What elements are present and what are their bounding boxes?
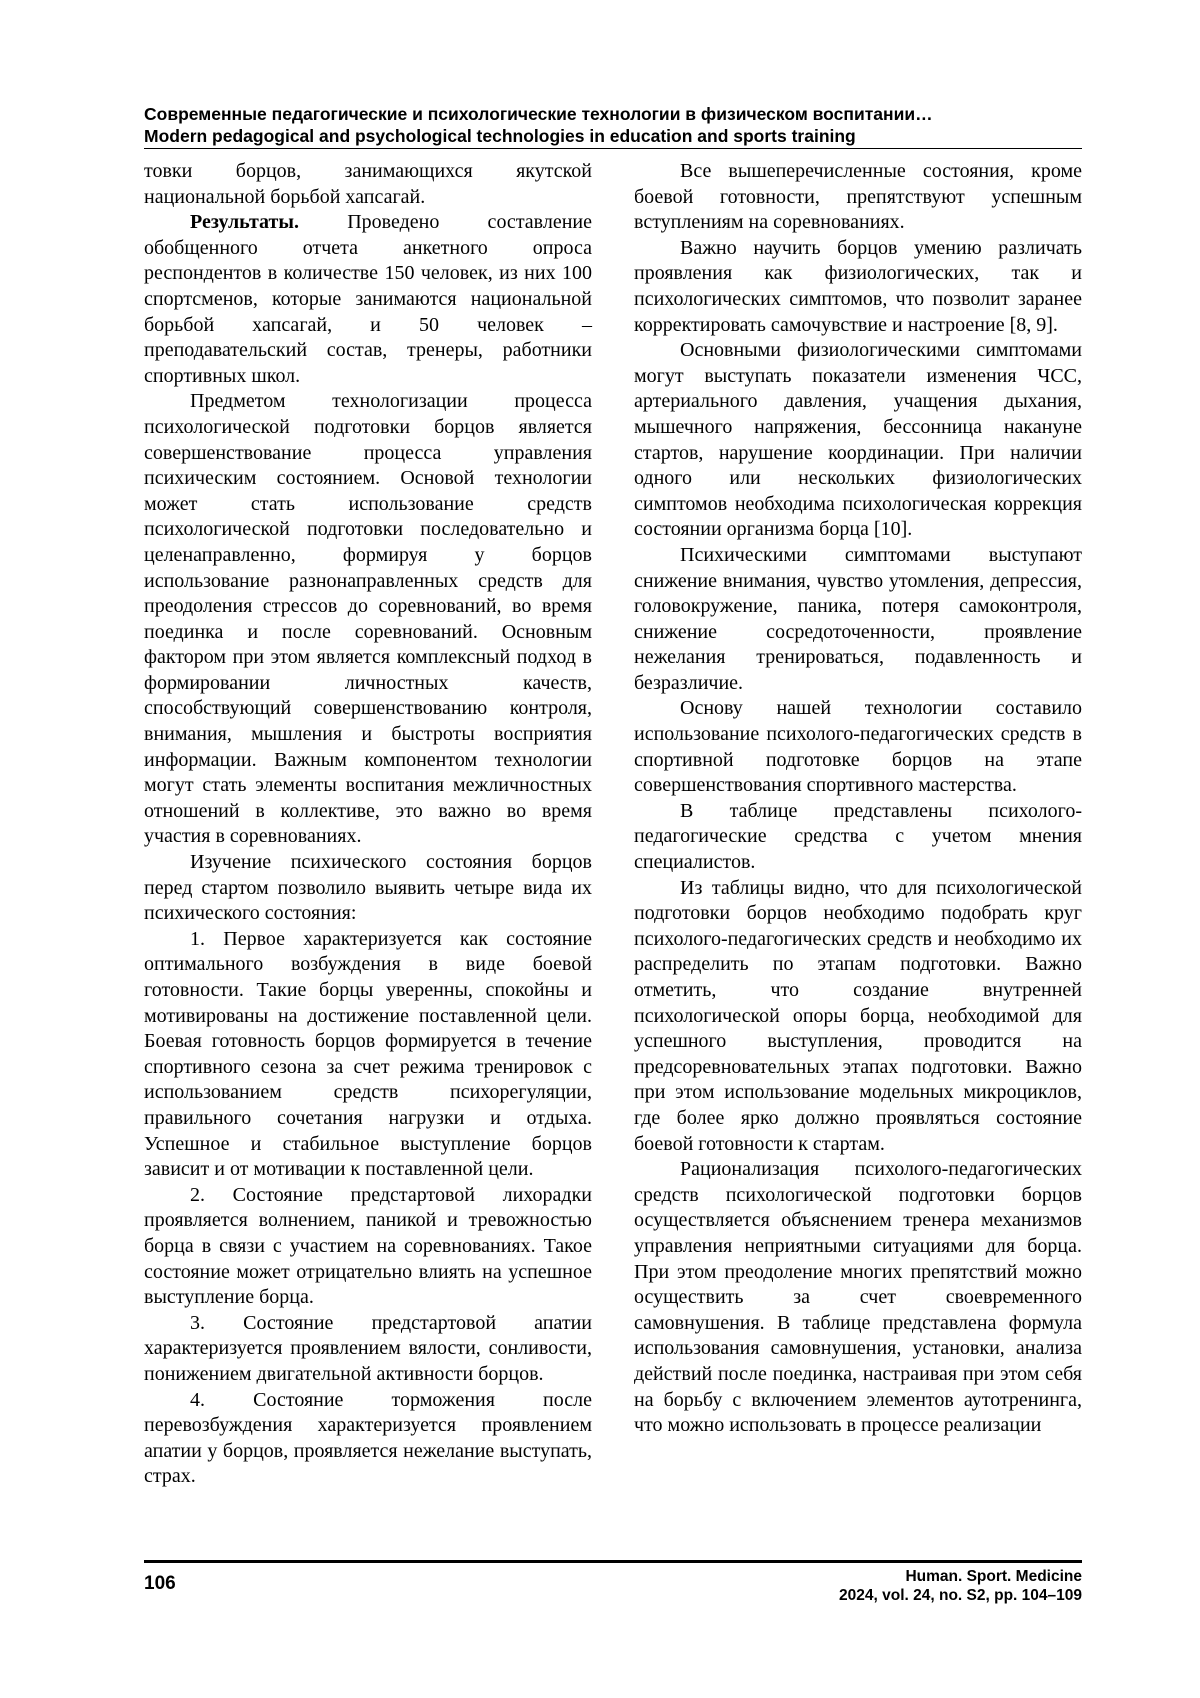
- list-item-state-1: 1. Первое характеризуется как состояние оптимального возбуждения в виде боевой готовности. Такие борцы уверенны, спокойны и мотивированы на достижение поставленной цели. Боевая готовность борцов формируется в течение спортивного сезона за счет режима тренировок с использованием средств психорегуляции, правильного сочетания нагрузки и отдыха. Успешное и стабильное выступление борцов зависит и от мотивации к поставленной цели.: [144, 927, 592, 1181]
- paragraph: Основными физиологическими симптомами могут выступать показатели изменения ЧСС, артериального давления, учащения дыхания, мышечного напряжения, бессонница накануне стартов, нарушение координации. При наличии одного или нескольких физиологических симптомов необходима психологическая коррекция состоянии организма борца [10].: [634, 339, 1082, 541]
- running-header-title-ru: Современные педагогические и психологические технологии в физическом воспитании…: [144, 104, 933, 124]
- footer-divider: [144, 1560, 1082, 1563]
- paragraph: товки борцов, занимающихся якутской национальной борьбой хапсагай.: [144, 160, 592, 208]
- paragraph: Рационализация психолого-педагогических средств психологической подготовки борцов осуществляется объяснением тренера механизмов управления неприятными ситуациями для борца. При этом преодоление многих препятствий можно осуществить за счет своевременного самовнушения. В таблице представлена формула использования самовнушения, установки, анализа действий после поединка, настраивая при этом себя на борьбу с включением элементов аутотренинга, что можно использовать в процессе реализации: [634, 1158, 1082, 1437]
- paragraph: Основу нашей технологии составило использование психолого-педагогических средств в спортивной подготовке борцов на этапе совершенствования спортивного мастерства.: [634, 697, 1082, 797]
- paragraph: Все вышеперечисленные состояния, кроме боевой готовности, препятствуют успешным вступлениям на соревнованиях.: [634, 160, 1082, 234]
- list-item-state-2: 2. Состояние предстартовой лихорадки проявляется волнением, паникой и тревожностью борца в связи с участием на соревнованиях. Такое состояние может отрицательно влиять на успешное выступление борца.: [144, 1183, 592, 1309]
- journal-citation: [839, 1567, 1082, 1605]
- right-column: [634, 159, 1082, 1439]
- paragraph: Психическими симптомами выступают снижение внимания, чувство утомления, депрессия, головокружение, паника, потеря самоконтроля, снижение сосредоточенности, проявление нежелания тренироваться, подавленность и безразличие.: [634, 543, 1082, 694]
- journal-name: Human. Sport. Medicine: [905, 1568, 1082, 1585]
- paragraph: Изучение психического состояния борцов перед стартом позволило выявить четыре вида их психического состояния:: [144, 851, 592, 925]
- paragraph: Важно научить борцов умению различать проявления как физиологических, так и психологических симптомов, что позволит заранее корректировать самочувствие и настроение [8, 9].: [634, 236, 1082, 336]
- header-divider: [144, 148, 1082, 149]
- left-column: [144, 159, 592, 1490]
- journal-volume: 2024, vol. 24, no. S2, pp. 104–109: [839, 1587, 1082, 1604]
- running-header-title-en: Modern pedagogical and psychological technologies in education and sports training: [144, 126, 856, 146]
- list-item-state-4: 4. Состояние торможения после перевозбуждения характеризуется проявлением апатии у борцов, проявляется нежелание выступать, страх.: [144, 1388, 592, 1488]
- page-number: 106: [144, 1573, 176, 1594]
- paragraph: В таблице представлены психолого-педагогические средства с учетом мнения специалистов.: [634, 799, 1082, 874]
- list-item-state-3: 3. Состояние предстартовой апатии характеризуется проявлением вялости, сонливости, понижением двигательной активности борцов.: [144, 1311, 592, 1385]
- results-paragraph: [144, 210, 592, 389]
- results-text: Проведено составление обобщенного отчета анкетного опроса респондентов в количестве 150 человек, из них 100 спортсменов, которые занимаются национальной борьбой хапсагай, и 50 человек – преподавательский состав, тренеры, работники спортивных школ.: [144, 211, 592, 387]
- paragraph: Предметом технологизации процесса психологической подготовки борцов является совершенствование процесса управления психическим состоянием. Основой технологии может стать использование средств психологической подготовки последовательно и целенаправленно, формируя у борцов использование разнонаправленных средств для преодоления стрессов до соревнований, во время поединка и после соревнований. Основным фактором при этом является комплексный подход в формировании личностных качеств, способствующий совершенствованию контроля, внимания, мышления и быстроты восприятия информации. Важным компонентом технологии могут стать элементы воспитания межличностных отношений в коллективе, это важно во время участия в соревнованиях.: [144, 390, 592, 848]
- results-heading: Результаты.: [190, 211, 299, 234]
- running-header: [144, 103, 1082, 147]
- paragraph: Из таблицы видно, что для психологической подготовки борцов необходимо подобрать круг психолого-педагогических средств и необходимо их распределить по этапам подготовки. Важно отметить, что создание внутренней психологической опоры борца, необходимой для успешного выступления, проводится на предсоревновательных этапах подготовки. Важно при этом использование модельных микроциклов, где более ярко должно проявляться состояние боевой готовности к стартам.: [634, 876, 1082, 1155]
